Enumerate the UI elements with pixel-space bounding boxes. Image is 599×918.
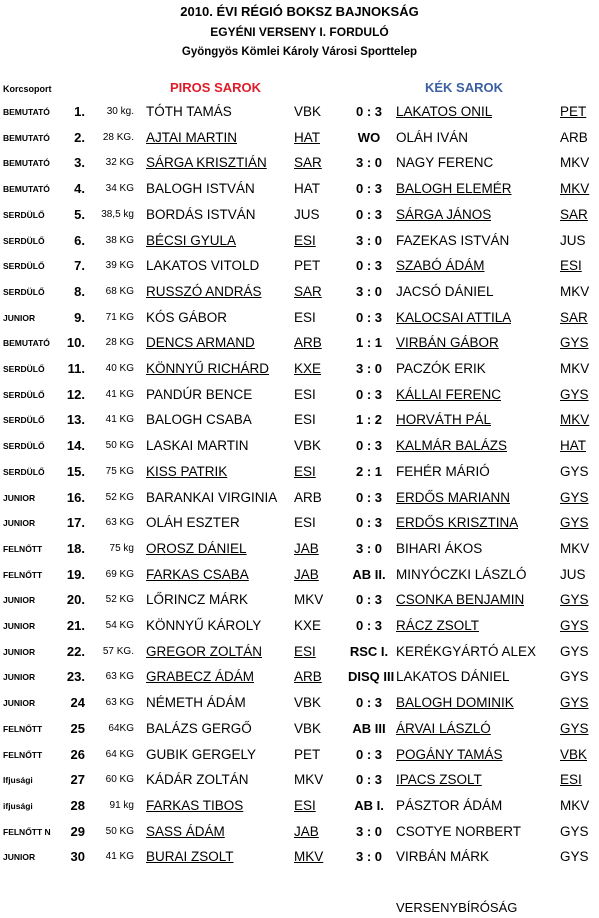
bout-number-cell: 2. bbox=[74, 129, 85, 145]
blue-boxer-name: POGÁNY TAMÁS bbox=[396, 746, 503, 762]
blue-boxer-club: GYS bbox=[560, 669, 589, 685]
result-cell: 3 : 0 bbox=[355, 155, 382, 171]
blue-boxer-name: KÁLLAI FERENC bbox=[396, 386, 502, 402]
blue-boxer-name: BALOGH DOMINIK bbox=[396, 695, 514, 711]
red-boxer-name: KÖNNYŰ KÁROLY bbox=[146, 618, 262, 633]
red-boxer-club: PET bbox=[294, 258, 321, 274]
bout-number-cell: 18. bbox=[66, 540, 85, 556]
blue-boxer-name: BIHARI ÁKOS bbox=[396, 540, 483, 556]
red-boxer-name: BURAI ZSOLT bbox=[146, 849, 234, 865]
result-cell: 0 : 3 bbox=[355, 104, 382, 119]
result-cell: WO bbox=[357, 129, 381, 145]
bout-number-cell: 15. bbox=[66, 463, 85, 479]
bout-row bbox=[0, 436, 599, 456]
weight-cell: 30 kg. bbox=[106, 106, 134, 117]
red-boxer-club: ESI bbox=[294, 412, 316, 428]
result-cell: 0 : 3 bbox=[355, 746, 382, 762]
red-boxer-club: ESI bbox=[294, 797, 316, 813]
blue-boxer-name: NAGY FERENC bbox=[396, 155, 494, 171]
red-boxer-club: JAB bbox=[294, 823, 319, 839]
red-boxer-name: FARKAS CSABA bbox=[146, 566, 249, 582]
blue-boxer-club: HAT bbox=[560, 438, 586, 454]
red-boxer-name: GREGOR ZOLTÁN bbox=[146, 643, 263, 659]
red-boxer-name: SÁRGA KRISZTIÁN bbox=[146, 155, 267, 171]
bout-row bbox=[0, 282, 599, 302]
blue-boxer-club: JUS bbox=[560, 232, 586, 248]
result-cell: 3 : 0 bbox=[355, 232, 382, 248]
blue-boxer-club: GYS bbox=[560, 386, 589, 402]
blue-boxer-name: CSOTYE NORBERT bbox=[396, 823, 522, 839]
bout-row bbox=[0, 333, 599, 353]
weight-cell: 41 KG bbox=[105, 851, 134, 863]
result-cell: DISQ III bbox=[348, 669, 395, 685]
red-boxer-club: MKV bbox=[294, 772, 324, 788]
blue-boxer-club: MKV bbox=[560, 797, 590, 813]
result-cell: 0 : 3 bbox=[355, 515, 382, 531]
category-cell: FELNŐTT bbox=[3, 749, 43, 760]
bout-row bbox=[0, 770, 599, 790]
red-boxer-club: KXE bbox=[294, 361, 322, 376]
category-column-label: Korcsoport bbox=[3, 84, 52, 94]
blue-boxer-club: MKV bbox=[560, 540, 590, 556]
bout-number-cell: 25 bbox=[70, 720, 85, 736]
bout-row bbox=[0, 385, 599, 405]
category-cell: BEMUTATÓ bbox=[3, 158, 50, 169]
blue-boxer-club: ESI bbox=[560, 772, 582, 788]
weight-cell: 39 KG bbox=[105, 260, 134, 272]
result-cell: 3 : 0 bbox=[355, 283, 382, 299]
blue-boxer-club: GYS bbox=[560, 592, 589, 608]
red-boxer-name: BALOGH ISTVÁN bbox=[146, 181, 255, 197]
red-boxer-club: ESI bbox=[294, 643, 316, 659]
bout-number-cell: 14. bbox=[66, 438, 85, 454]
blue-boxer-name: SÁRGA JÁNOS bbox=[396, 206, 492, 222]
category-cell: JUNIOR bbox=[3, 698, 36, 709]
red-boxer-club: ARB bbox=[294, 669, 322, 685]
bout-number-cell: 4. bbox=[74, 181, 85, 197]
result-cell: 0 : 3 bbox=[355, 386, 382, 402]
red-boxer-club: ARB bbox=[294, 335, 322, 351]
result-cell: 0 : 3 bbox=[355, 438, 382, 454]
red-boxer-name: RUSSZÓ ANDRÁS bbox=[146, 283, 262, 299]
weight-cell: 54 KG bbox=[105, 620, 134, 631]
bout-number-cell: 11. bbox=[67, 361, 85, 376]
blue-boxer-club: VBK bbox=[560, 746, 588, 762]
bout-number-cell: 21. bbox=[66, 618, 85, 633]
weight-cell: 52 KG bbox=[105, 594, 134, 606]
bout-number-cell: 26 bbox=[70, 746, 85, 762]
result-cell: RSC I. bbox=[349, 643, 389, 659]
weight-cell: 63 KG bbox=[105, 671, 134, 683]
result-cell: 0 : 3 bbox=[355, 258, 382, 274]
red-boxer-name: NÉMETH ÁDÁM bbox=[146, 695, 246, 711]
blue-boxer-club: GYS bbox=[560, 463, 589, 479]
blue-boxer-name: LAKATOS DÁNIEL bbox=[396, 669, 510, 685]
red-boxer-club: VBK bbox=[294, 720, 322, 736]
bout-row bbox=[0, 539, 599, 559]
weight-cell: 57 KG. bbox=[102, 645, 134, 657]
blue-boxer-club: SAR bbox=[560, 309, 588, 325]
weight-cell: 75 kg bbox=[109, 542, 134, 554]
result-cell: 0 : 3 bbox=[355, 772, 382, 788]
category-cell: BEMUTATÓ bbox=[3, 107, 50, 117]
blue-boxer-name: ERDŐS KRISZTINA bbox=[396, 515, 519, 531]
red-boxer-name: BORDÁS ISTVÁN bbox=[146, 206, 256, 222]
bout-row bbox=[0, 745, 599, 765]
blue-boxer-name: CSONKA BENJAMIN bbox=[396, 592, 525, 608]
result-cell: 0 : 3 bbox=[355, 181, 382, 197]
bout-row bbox=[0, 565, 599, 585]
red-boxer-club: VBK bbox=[294, 695, 322, 711]
red-boxer-name: PANDÚR BENCE bbox=[146, 386, 253, 402]
blue-boxer-club: GYS bbox=[560, 618, 589, 633]
red-boxer-club: KXE bbox=[294, 618, 322, 633]
red-boxer-name: KÖNNYŰ RICHÁRD bbox=[146, 361, 270, 376]
blue-corner-heading: KÉK SAROK bbox=[425, 80, 504, 95]
weight-cell: 34 KG bbox=[105, 183, 134, 195]
page-subtitle: EGYÉNI VERSENY I. FORDULÓ bbox=[210, 25, 389, 39]
bout-number-cell: 5. bbox=[74, 206, 85, 222]
category-cell: BEMUTATÓ bbox=[3, 184, 50, 195]
category-cell: SERDÜLŐ bbox=[3, 261, 45, 272]
result-cell: 3 : 0 bbox=[355, 361, 382, 376]
result-cell: 0 : 3 bbox=[355, 489, 382, 505]
blue-boxer-name: KALOCSAI ATTILA bbox=[396, 309, 512, 325]
blue-boxer-club: MKV bbox=[560, 361, 590, 376]
bout-row bbox=[0, 590, 599, 610]
red-boxer-name: KÓS GÁBOR bbox=[146, 309, 228, 325]
blue-boxer-club: MKV bbox=[560, 412, 590, 428]
red-boxer-name: BALOGH CSABA bbox=[146, 412, 252, 428]
blue-boxer-name: HORVÁTH PÁL bbox=[396, 412, 492, 428]
weight-cell: 64 KG bbox=[105, 748, 134, 760]
red-boxer-club: JAB bbox=[294, 566, 319, 582]
blue-boxer-club: SAR bbox=[560, 206, 588, 222]
blue-boxer-club: JUS bbox=[560, 566, 586, 582]
category-cell: JUNIOR bbox=[3, 595, 36, 606]
result-cell: 0 : 3 bbox=[355, 592, 382, 608]
bout-row bbox=[0, 179, 599, 199]
blue-boxer-name: SZABÓ ÁDÁM bbox=[396, 258, 485, 274]
red-boxer-name: BÉCSI GYULA bbox=[146, 232, 237, 248]
blue-boxer-club: GYS bbox=[560, 695, 589, 711]
red-boxer-name: BALÁZS GERGŐ bbox=[146, 720, 252, 736]
blue-boxer-name: KERÉKGYÁRTÓ ALEX bbox=[396, 643, 537, 659]
red-boxer-name: DENCS ARMAND bbox=[146, 335, 255, 351]
category-cell: SERDÜLŐ bbox=[3, 389, 45, 400]
red-boxer-name: GRABECZ ÁDÁM bbox=[146, 669, 255, 685]
result-cell: AB II. bbox=[352, 566, 386, 582]
category-cell: JUNIOR bbox=[3, 672, 36, 683]
red-boxer-name: LŐRINCZ MÁRK bbox=[146, 592, 249, 608]
bout-row bbox=[0, 796, 599, 816]
red-boxer-club: ARB bbox=[294, 489, 322, 505]
bout-number-cell: 7. bbox=[74, 258, 85, 274]
blue-boxer-club: GYS bbox=[560, 335, 589, 351]
red-corner-heading: PIROS SAROK bbox=[170, 80, 262, 95]
red-boxer-name: OROSZ DÁNIEL bbox=[146, 540, 247, 556]
red-boxer-club: MKV bbox=[294, 592, 324, 608]
blue-boxer-name: ÁRVAI LÁSZLÓ bbox=[396, 720, 491, 736]
blue-boxer-name: VIRBÁN MÁRK bbox=[396, 849, 490, 865]
weight-cell: 63 KG bbox=[105, 517, 134, 529]
red-boxer-name: GUBIK GERGELY bbox=[146, 746, 257, 762]
result-cell: 0 : 3 bbox=[355, 695, 382, 711]
category-cell: JUNIOR bbox=[3, 312, 36, 323]
red-boxer-name: OLÁH ESZTER bbox=[146, 515, 240, 531]
bout-row bbox=[0, 308, 599, 328]
category-cell: FELNŐTT bbox=[3, 543, 43, 554]
red-boxer-name: AJTAI MARTIN bbox=[146, 129, 238, 145]
category-cell: SERDÜLŐ bbox=[3, 209, 45, 220]
category-cell: FELNŐTT bbox=[3, 723, 43, 734]
category-cell: JUNIOR bbox=[3, 518, 36, 529]
blue-boxer-name: FEHÉR MÁRIÓ bbox=[396, 463, 490, 479]
bout-number-cell: 9. bbox=[74, 309, 85, 325]
bout-row bbox=[0, 616, 599, 636]
red-boxer-club: JUS bbox=[294, 206, 320, 222]
blue-boxer-name: PÁSZTOR ÁDÁM bbox=[396, 797, 503, 813]
red-boxer-club: JAB bbox=[294, 540, 319, 556]
blue-boxer-club: GYS bbox=[560, 849, 589, 865]
blue-boxer-club: GYS bbox=[560, 720, 589, 736]
red-boxer-name: FARKAS TIBOS bbox=[146, 797, 244, 813]
weight-cell: 91 kg bbox=[109, 799, 134, 811]
page-title: 2010. ÉVI RÉGIÓ BOKSZ BAJNOKSÁG bbox=[180, 4, 419, 19]
red-boxer-club: HAT bbox=[294, 129, 320, 145]
category-cell: SERDÜLŐ bbox=[3, 286, 45, 297]
red-boxer-name: LAKATOS VITOLD bbox=[146, 258, 260, 274]
blue-boxer-name: ERDŐS MARIANN bbox=[396, 489, 511, 505]
weight-cell: 28 KG. bbox=[102, 131, 134, 143]
bout-row bbox=[0, 359, 599, 379]
bout-row bbox=[0, 256, 599, 276]
bout-row bbox=[0, 231, 599, 251]
result-cell: 3 : 0 bbox=[355, 540, 382, 556]
bout-row bbox=[0, 513, 599, 533]
bout-row bbox=[0, 205, 599, 225]
red-boxer-club: ESI bbox=[294, 232, 316, 248]
blue-boxer-name: LAKATOS ONIL bbox=[396, 104, 493, 119]
bout-number-cell: 27 bbox=[70, 772, 85, 788]
bout-number-cell: 28 bbox=[70, 797, 85, 813]
bout-number-cell: 8. bbox=[74, 283, 85, 299]
bout-number-cell: 3. bbox=[74, 155, 85, 171]
bout-row bbox=[0, 410, 599, 430]
footer-signature: VERSENYBÍRÓSÁG bbox=[396, 900, 518, 915]
category-cell: JUNIOR bbox=[3, 852, 36, 863]
result-cell: 0 : 3 bbox=[355, 309, 382, 325]
red-boxer-club: SAR bbox=[294, 283, 322, 299]
weight-cell: 68 KG bbox=[105, 285, 134, 297]
blue-boxer-name: OLÁH IVÁN bbox=[396, 129, 469, 145]
bout-number-cell: 6. bbox=[74, 232, 85, 248]
red-boxer-name: BARANKAI VIRGINIA bbox=[146, 489, 278, 505]
category-cell: FELNŐTT N bbox=[3, 826, 51, 837]
blue-boxer-name: VIRBÁN GÁBOR bbox=[396, 335, 499, 351]
red-boxer-club: ESI bbox=[294, 463, 316, 479]
blue-boxer-name: BALOGH ELEMÉR bbox=[396, 181, 512, 197]
bout-row bbox=[0, 488, 599, 508]
bout-number-cell: 20. bbox=[66, 592, 85, 608]
red-boxer-club: SAR bbox=[294, 155, 322, 171]
bout-row bbox=[0, 719, 599, 739]
bout-number-cell: 29 bbox=[70, 823, 85, 839]
category-cell: JUNIOR bbox=[3, 621, 36, 631]
blue-boxer-club: ESI bbox=[560, 258, 582, 274]
red-boxer-club: ESI bbox=[294, 515, 316, 531]
category-cell: JUNIOR bbox=[3, 646, 36, 657]
category-cell: SERDÜLŐ bbox=[3, 466, 45, 477]
blue-boxer-club: MKV bbox=[560, 155, 590, 171]
weight-cell: 38,5 kg bbox=[101, 208, 134, 220]
bout-number-cell: 16. bbox=[66, 489, 85, 505]
red-boxer-club: ESI bbox=[294, 386, 316, 402]
red-boxer-club: MKV bbox=[294, 849, 324, 865]
bout-row bbox=[0, 847, 599, 867]
bout-number-cell: 13. bbox=[66, 412, 85, 428]
category-cell: Ifjusági bbox=[3, 775, 33, 786]
blue-boxer-club: GYS bbox=[560, 643, 589, 659]
blue-boxer-name: FAZEKAS ISTVÁN bbox=[396, 232, 510, 248]
blue-boxer-club: PET bbox=[560, 104, 587, 119]
red-boxer-name: KÁDÁR ZOLTÁN bbox=[146, 772, 249, 788]
red-boxer-club: ESI bbox=[294, 309, 316, 325]
weight-cell: 40 KG bbox=[105, 363, 134, 374]
weight-cell: 60 KG bbox=[105, 774, 134, 786]
blue-boxer-name: KALMÁR BALÁZS bbox=[396, 438, 508, 454]
bout-number-cell: 19. bbox=[66, 566, 85, 582]
bout-row bbox=[0, 102, 599, 122]
bout-number-cell: 12. bbox=[66, 386, 85, 402]
weight-cell: 38 KG bbox=[105, 234, 134, 246]
blue-boxer-club: ARB bbox=[560, 129, 588, 145]
weight-cell: 64KG bbox=[108, 722, 134, 734]
category-cell: SERDÜLŐ bbox=[3, 441, 45, 452]
weight-cell: 63 KG bbox=[105, 697, 134, 709]
blue-boxer-club: GYS bbox=[560, 489, 589, 505]
category-cell: SERDÜLŐ bbox=[3, 364, 45, 374]
bout-row bbox=[0, 667, 599, 687]
result-cell: 1 : 1 bbox=[355, 335, 382, 351]
result-cell: 0 : 3 bbox=[355, 618, 382, 633]
result-cell: AB I. bbox=[354, 797, 384, 813]
category-cell: BEMUTATÓ bbox=[3, 338, 50, 349]
result-cell: 1 : 2 bbox=[355, 412, 382, 428]
blue-boxer-name: IPACS ZSOLT bbox=[396, 772, 482, 788]
red-boxer-name: LASKAI MARTIN bbox=[146, 438, 249, 454]
red-boxer-club: HAT bbox=[294, 181, 320, 197]
bout-row bbox=[0, 462, 599, 482]
weight-cell: 52 KG bbox=[105, 491, 134, 503]
weight-cell: 50 KG bbox=[105, 440, 134, 452]
category-cell: JUNIOR bbox=[3, 492, 36, 503]
blue-boxer-name: PACZÓK ERIK bbox=[396, 361, 486, 376]
red-boxer-club: PET bbox=[294, 746, 321, 762]
bout-number-cell: 30 bbox=[70, 849, 85, 865]
blue-boxer-name: JACSÓ DÁNIEL bbox=[396, 283, 494, 299]
bout-number-cell: 24 bbox=[70, 695, 85, 711]
weight-cell: 50 KG bbox=[105, 825, 134, 837]
weight-cell: 41 KG bbox=[105, 414, 134, 426]
category-cell: ifjusági bbox=[3, 800, 33, 811]
bout-row bbox=[0, 693, 599, 713]
bout-row bbox=[0, 128, 599, 148]
bout-number-cell: 10. bbox=[66, 335, 85, 351]
bout-row bbox=[0, 153, 599, 173]
blue-boxer-club: MKV bbox=[560, 283, 590, 299]
red-boxer-club: VBK bbox=[294, 104, 322, 119]
weight-cell: 69 KG bbox=[105, 568, 134, 580]
result-cell: 3 : 0 bbox=[355, 823, 382, 839]
bout-number-cell: 22. bbox=[66, 643, 85, 659]
result-cell: 0 : 3 bbox=[355, 206, 382, 222]
category-cell: BEMUTATÓ bbox=[3, 132, 50, 143]
weight-cell: 28 KG bbox=[105, 337, 134, 349]
bout-number-cell: 17. bbox=[66, 515, 85, 531]
red-boxer-club: VBK bbox=[294, 438, 322, 454]
blue-boxer-club: GYS bbox=[560, 515, 589, 531]
red-boxer-name: SASS ÁDÁM bbox=[146, 823, 225, 839]
bout-row bbox=[0, 642, 599, 662]
result-cell: AB III bbox=[352, 720, 386, 736]
blue-boxer-club: MKV bbox=[560, 181, 590, 197]
result-cell: 3 : 0 bbox=[355, 849, 382, 865]
red-boxer-name: TÓTH TAMÁS bbox=[146, 104, 232, 119]
category-cell: FELNŐTT bbox=[3, 569, 43, 580]
category-cell: SERDÜLŐ bbox=[3, 235, 45, 246]
bout-row bbox=[0, 822, 599, 842]
weight-cell: 32 KG bbox=[105, 157, 134, 169]
category-cell: SERDÜLŐ bbox=[3, 415, 45, 426]
bout-number-cell: 1. bbox=[74, 104, 85, 119]
blue-boxer-name: MINYÓCZKI LÁSZLÓ bbox=[396, 566, 527, 582]
blue-boxer-name: RÁCZ ZSOLT bbox=[396, 618, 480, 633]
bout-number-cell: 23. bbox=[66, 669, 85, 685]
weight-cell: 71 KG bbox=[105, 311, 134, 323]
result-cell: 2 : 1 bbox=[355, 463, 382, 479]
weight-cell: 75 KG bbox=[105, 465, 134, 477]
weight-cell: 41 KG bbox=[105, 388, 134, 400]
blue-boxer-club: GYS bbox=[560, 823, 589, 839]
venue-line: Gyöngyös Kömlei Károly Városi Sporttelep bbox=[181, 46, 418, 58]
red-boxer-name: KISS PATRIK bbox=[146, 463, 228, 479]
